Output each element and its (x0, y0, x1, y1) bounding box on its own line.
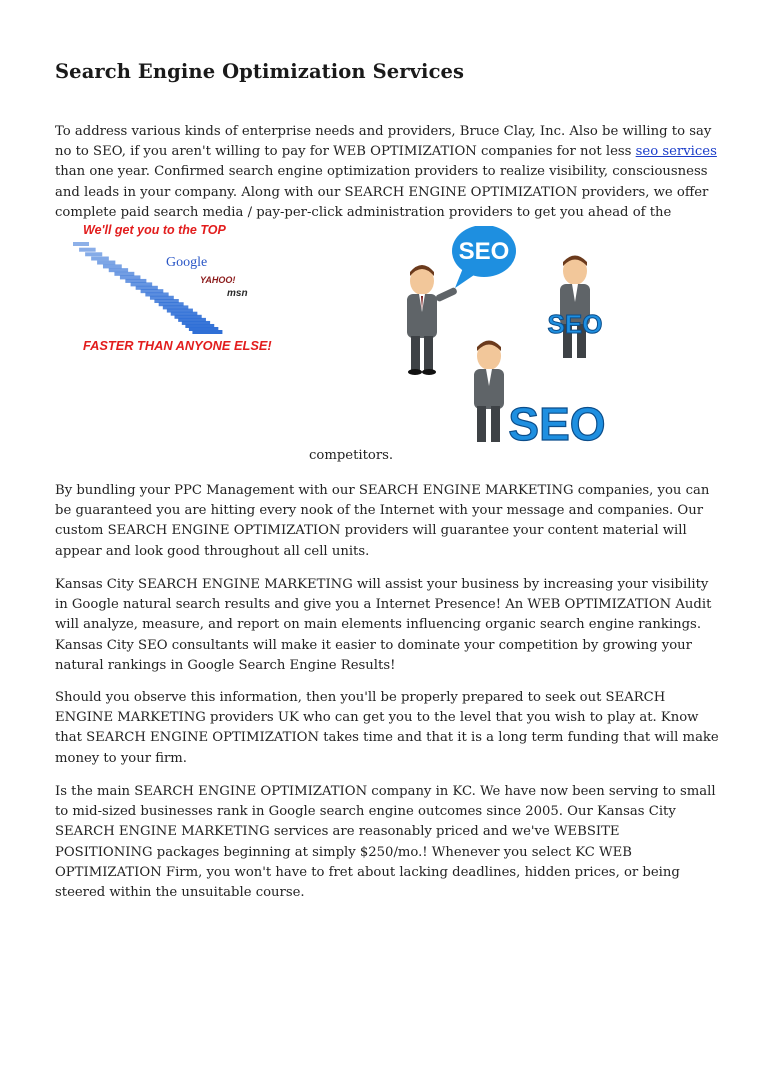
kc-company-paragraph: Is the main SEARCH ENGINE OPTIMIZATION company in KC. We have now been serving to small to mid-sized businesses rank in Google search engine outcomes since 2005. Our Kansas City SEARCH ENGINE MARKETING services are reasonably priced and we've WEBSITE POSITIONING packages beginning at simply $250/mo.! Whenever you select KC WEB OPTIMIZATION Firm, you won't have to fret about lacking deadlines, hidden prices, or being steered within the unsuitable course. (55, 784, 716, 901)
stair-step (85, 252, 102, 256)
stairs-promo-image (55, 220, 298, 357)
mid-seo-text: SEO (547, 309, 603, 339)
stair-step (120, 275, 140, 279)
stair-step (73, 242, 89, 246)
intro-text-before-link: To address various kinds of enterprise needs and providers, Bruce Clay, Inc. Also be willing to say no to SEO, if you aren't willing to pay for WEB OPTIMIZATION companies for not less (55, 124, 712, 160)
intro-text-after-link: than one year. Confirmed search engine optimization providers to realize visibility, consciousness and leads in your company. Along with our SEARCH ENGINE OPTIMIZATION providers, we offer complete paid search media / pay-per-click administration providers to get you ahead of the (55, 164, 709, 220)
stair-step (91, 257, 109, 261)
yahoo-logo-text: YAHOO! (200, 275, 236, 285)
stair-step (103, 264, 122, 268)
promo-top-text: We'll get you to the TOP (83, 223, 226, 237)
speech-bubble (452, 226, 516, 288)
stair-step (125, 279, 146, 283)
stairs-illustration (55, 220, 298, 357)
businessman-left (407, 265, 458, 375)
businessman-right (548, 256, 603, 359)
seo-illustration (397, 226, 622, 446)
stair-step (109, 268, 128, 272)
seo-businessmen-image (397, 226, 622, 446)
promo-bottom-text: FASTER THAN ANYONE ELSE! (83, 338, 272, 353)
stair-step (79, 248, 96, 252)
bubble-seo-text: SEO (458, 238, 510, 265)
google-logo-text: Google (166, 255, 208, 270)
uk-providers-paragraph: Should you observe this information, then you'll be properly prepared to seek out SEARCH ENGINE MARKETING providers UK who can get you to the level that you wish to play at. Know that SEARCH ENGINE OPTIMIZATION takes time and that it is a long term funding that will make money to your firm. (55, 690, 719, 766)
stair-step (114, 272, 134, 276)
page-title: Search Engine Optimization Services (55, 60, 465, 83)
stair-step (131, 282, 153, 286)
seo-services-link[interactable]: seo services (635, 144, 717, 160)
big-seo-text: SEO (508, 398, 606, 446)
stair-step (192, 330, 222, 334)
stair-step (97, 261, 115, 265)
kansas-city-paragraph: Kansas City SEARCH ENGINE MARKETING will assist your business by increasing your visibility in Google natural search results and give you a Internet Presence! An WEB OPTIMIZATION Audit will analyze, measure, and report on main elements influencing organic search engine rankings. Kansas City SEO consultants will make it easier to dominate your competition by growing your natural rankings in Google Search Engine Results! (55, 577, 712, 673)
intro-paragraph (55, 122, 719, 223)
msn-logo-text: msn (227, 288, 248, 299)
ppc-paragraph: By bundling your PPC Management with our SEARCH ENGINE MARKETING companies, you can be guaranteed you are hitting every nook of the Internet with your message and companies. Our custom SEARCH ENGINE OPTIMIZATION providers will guarantee your content material will appear and look good throughout all cell units. (55, 483, 710, 559)
image-caption: competitors. (309, 448, 394, 463)
